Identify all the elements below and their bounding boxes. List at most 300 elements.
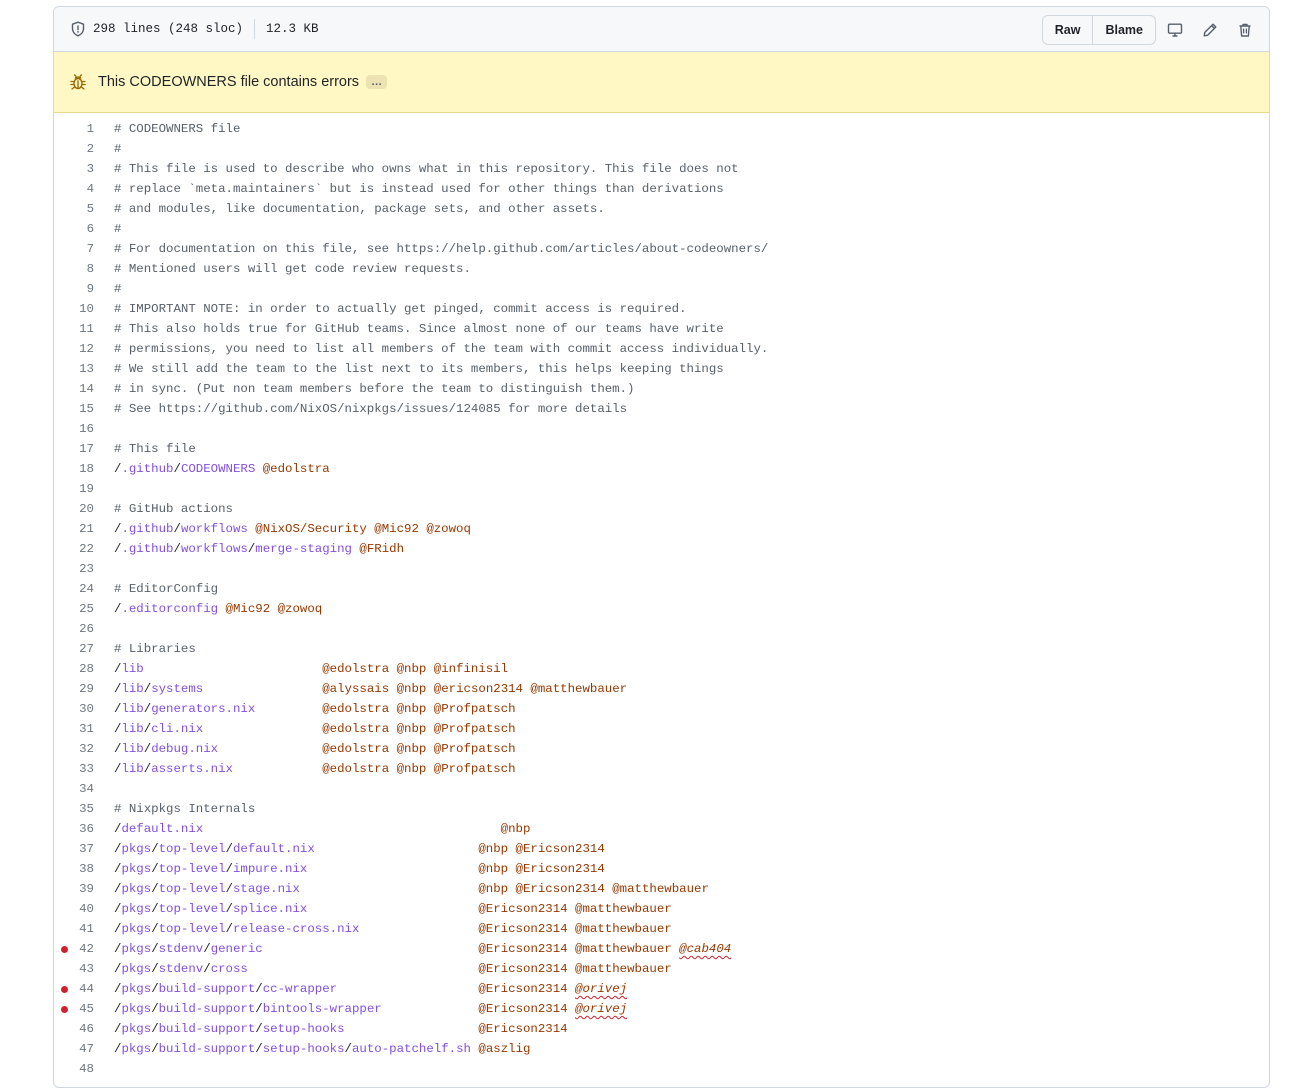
code-line xyxy=(54,719,1269,739)
line-content xyxy=(114,739,516,759)
owner: @Ericson2314 @matthewbauer xyxy=(478,902,672,916)
punct: / xyxy=(143,682,152,696)
path-segment: lib xyxy=(121,742,144,756)
line-number[interactable]: 35 xyxy=(79,802,94,816)
comment: # CODEOWNERS file xyxy=(114,122,241,136)
line-content xyxy=(114,179,724,199)
comment: # This file xyxy=(114,442,196,456)
comment: # GitHub actions xyxy=(114,502,233,516)
owner: @edolstra @nbp @infinisil xyxy=(322,662,509,676)
line-content xyxy=(114,279,121,299)
line-content xyxy=(114,259,471,279)
path-segment: cc-wrapper xyxy=(262,982,338,996)
line-content xyxy=(114,1039,530,1059)
line-content xyxy=(114,119,240,139)
path-segment: pkgs xyxy=(121,882,152,896)
punct: / xyxy=(151,1002,159,1016)
line-content xyxy=(114,539,404,559)
punct: / xyxy=(114,1042,122,1056)
path-segment: impure.nix xyxy=(232,862,308,876)
code-line xyxy=(54,519,1269,539)
punct xyxy=(233,762,322,776)
path-segment: release-cross.nix xyxy=(232,922,360,936)
path-segment: .github xyxy=(121,522,174,536)
code-line xyxy=(54,779,1269,799)
punct: / xyxy=(143,722,152,736)
line-number[interactable]: 33 xyxy=(79,762,94,776)
comment: # EditorConfig xyxy=(114,582,219,596)
owner: @Ericson2314 @matthewbauer xyxy=(478,962,672,976)
line-content xyxy=(114,819,530,839)
punct: / xyxy=(114,882,122,896)
line-content xyxy=(114,859,605,879)
punct xyxy=(300,882,478,896)
punct: / xyxy=(151,1042,159,1056)
code-line xyxy=(54,859,1269,879)
line-number[interactable]: 18 xyxy=(79,462,94,476)
punct: / xyxy=(114,962,122,976)
code-line xyxy=(54,459,1269,479)
path-segment: pkgs xyxy=(121,922,152,936)
file-actions xyxy=(1042,15,1261,45)
punct: / xyxy=(114,602,122,616)
comment: # xyxy=(114,282,122,296)
line-number[interactable]: 23 xyxy=(79,562,94,576)
path-segment: setup-hooks xyxy=(262,1022,345,1036)
path-segment: build-support xyxy=(158,1042,256,1056)
punct: / xyxy=(114,522,122,536)
code-line xyxy=(54,919,1269,939)
line-content xyxy=(114,999,627,1019)
path-segment: .github xyxy=(121,542,174,556)
code-line xyxy=(54,839,1269,859)
path-segment: generators.nix xyxy=(151,702,256,716)
line-content xyxy=(114,939,731,959)
path-segment: top-level xyxy=(158,902,226,916)
punct: / xyxy=(143,702,152,716)
path-segment: top-level xyxy=(158,862,226,876)
line-content xyxy=(114,359,724,379)
view-button-group xyxy=(1042,15,1156,45)
line-content xyxy=(114,339,768,359)
punct xyxy=(248,962,479,976)
line-content xyxy=(114,799,255,819)
comment: # We still add the team to the list next to its members, this helps keeping things xyxy=(114,362,724,376)
punct: / xyxy=(151,942,159,956)
code-line xyxy=(54,259,1269,279)
owner: @nbp @Ericson2314 xyxy=(478,862,605,876)
comment: # and modules, like documentation, package sets, and other assets. xyxy=(114,202,605,216)
punct: / xyxy=(114,542,122,556)
comment: # xyxy=(114,142,122,156)
punct xyxy=(345,1022,479,1036)
path-segment: merge-staging xyxy=(255,542,352,556)
punct: / xyxy=(151,982,159,996)
path-segment: build-support xyxy=(158,982,256,996)
line-number[interactable]: 47 xyxy=(79,1042,94,1056)
punct xyxy=(203,722,322,736)
line-number[interactable]: 34 xyxy=(79,782,94,796)
line-number[interactable]: 4 xyxy=(86,182,94,196)
comment: # Mentioned users will get code review requests. xyxy=(114,262,471,276)
code-line xyxy=(54,599,1269,619)
line-number[interactable]: 19 xyxy=(79,482,94,496)
path-segment: cross xyxy=(210,962,248,976)
line-content xyxy=(114,199,605,219)
punct: / xyxy=(114,982,122,996)
path-segment: splice.nix xyxy=(232,902,308,916)
code-line xyxy=(54,1039,1269,1059)
punct: / xyxy=(225,922,233,936)
line-number[interactable]: 26 xyxy=(79,622,94,636)
comment: # For documentation on this file, see https://help.github.com/articles/about-codeowners/ xyxy=(114,242,769,256)
punct: / xyxy=(173,542,181,556)
punct xyxy=(307,902,478,916)
owner: @edolstra @nbp @Profpatsch xyxy=(322,722,516,736)
line-number[interactable]: 13 xyxy=(79,362,94,376)
punct xyxy=(255,462,262,476)
line-content xyxy=(114,759,516,779)
punct: / xyxy=(114,842,122,856)
line-number[interactable]: 31 xyxy=(79,722,94,736)
line-number[interactable]: 17 xyxy=(79,442,94,456)
line-number[interactable]: 15 xyxy=(79,402,94,416)
line-content xyxy=(114,899,672,919)
line-number[interactable]: 48 xyxy=(79,1062,94,1076)
punct: / xyxy=(344,1042,352,1056)
codeowners-error-banner xyxy=(54,52,1269,113)
line-number[interactable]: 2 xyxy=(86,142,94,156)
code-line xyxy=(54,299,1269,319)
code-line xyxy=(54,819,1269,839)
owner: @Ericson2314 xyxy=(478,1002,576,1016)
punct xyxy=(218,602,225,616)
desktop-icon[interactable] xyxy=(1159,16,1191,44)
line-number[interactable]: 5 xyxy=(86,202,94,216)
line-number[interactable]: 24 xyxy=(79,582,94,596)
path-segment: lib xyxy=(121,762,144,776)
line-number[interactable]: 12 xyxy=(79,342,94,356)
code-line xyxy=(54,559,1269,579)
punct: / xyxy=(203,962,211,976)
pencil-icon[interactable] xyxy=(1194,16,1226,44)
code-line xyxy=(54,119,1269,139)
punct xyxy=(315,842,479,856)
code-line xyxy=(54,699,1269,719)
path-segment: pkgs xyxy=(121,1022,152,1036)
owner: @edolstra @nbp @Profpatsch xyxy=(322,742,516,756)
code-line xyxy=(54,939,1269,959)
line-content xyxy=(114,719,516,739)
path-segment: cli.nix xyxy=(151,722,204,736)
line-number[interactable]: 38 xyxy=(79,862,94,876)
line-number[interactable]: 3 xyxy=(86,162,94,176)
path-segment: pkgs xyxy=(121,862,152,876)
line-number[interactable]: 45 xyxy=(79,1002,94,1016)
path-segment: pkgs xyxy=(121,942,152,956)
code-line xyxy=(54,679,1269,699)
code-line xyxy=(54,199,1269,219)
line-number[interactable]: 37 xyxy=(79,842,94,856)
punct: / xyxy=(114,1022,122,1036)
punct: / xyxy=(114,742,122,756)
punct xyxy=(382,1002,479,1016)
line-number[interactable]: 20 xyxy=(79,502,94,516)
line-number[interactable]: 8 xyxy=(86,262,94,276)
comment: # IMPORTANT NOTE: in order to actually get pinged, commit access is required. xyxy=(114,302,687,316)
line-number[interactable]: 22 xyxy=(79,542,94,556)
code-line xyxy=(54,999,1269,1019)
code-line xyxy=(54,399,1269,419)
line-number[interactable]: 27 xyxy=(79,642,94,656)
punct: / xyxy=(114,922,122,936)
comment: # replace `meta.maintainers` but is instead used for other things than derivations xyxy=(114,182,724,196)
line-number[interactable]: 21 xyxy=(79,522,94,536)
line-content xyxy=(114,399,627,419)
path-segment: .github xyxy=(121,462,174,476)
path-segment: asserts.nix xyxy=(151,762,233,776)
punct: / xyxy=(255,982,263,996)
owner: @NixOS/Security @Mic92 @zowoq xyxy=(255,522,471,536)
punct: / xyxy=(225,862,233,876)
owner: @nbp @Ericson2314 @matthewbauer xyxy=(478,882,709,896)
punct: / xyxy=(173,462,181,476)
path-segment: build-support xyxy=(158,1002,256,1016)
punct: / xyxy=(151,842,159,856)
code-line xyxy=(54,1059,1269,1079)
punct xyxy=(203,682,322,696)
owner: @nbp @Ericson2314 xyxy=(478,842,605,856)
punct: / xyxy=(114,1002,122,1016)
line-content xyxy=(114,639,196,659)
code-line xyxy=(54,759,1269,779)
punct: / xyxy=(114,822,122,836)
invalid-owner: @cab404 xyxy=(679,942,732,956)
line-number[interactable]: 41 xyxy=(79,922,94,936)
line-content xyxy=(114,159,739,179)
line-content xyxy=(114,699,516,719)
path-segment: lib xyxy=(121,722,144,736)
comment: # Libraries xyxy=(114,642,196,656)
line-number[interactable]: 9 xyxy=(86,282,94,296)
owner: @alyssais @nbp @ericson2314 @matthewbauer xyxy=(322,682,628,696)
line-content xyxy=(114,379,635,399)
punct: / xyxy=(114,942,122,956)
line-content xyxy=(114,439,196,459)
file-view xyxy=(53,6,1270,1088)
line-number[interactable]: 29 xyxy=(79,682,94,696)
line-number[interactable]: 42 xyxy=(79,942,94,956)
error-banner-text: This CODEOWNERS file contains errors xyxy=(98,74,360,90)
owner: @Ericson2314 @matthewbauer xyxy=(478,942,680,956)
path-segment: systems xyxy=(151,682,204,696)
code-line xyxy=(54,159,1269,179)
punct: / xyxy=(151,962,159,976)
punct: / xyxy=(225,842,233,856)
punct: / xyxy=(151,1022,159,1036)
line-content xyxy=(114,599,322,619)
path-segment: setup-hooks xyxy=(262,1042,345,1056)
punct: / xyxy=(143,742,152,756)
code-listing xyxy=(54,113,1269,1079)
owner: @FRidh xyxy=(359,542,405,556)
expand-errors-button[interactable]: … xyxy=(366,75,387,89)
comment: # xyxy=(114,222,122,236)
code-line xyxy=(54,799,1269,819)
trash-icon[interactable] xyxy=(1229,16,1261,44)
line-content xyxy=(114,239,768,259)
code-line xyxy=(54,659,1269,679)
path-segment: build-support xyxy=(158,1022,256,1036)
line-number[interactable]: 30 xyxy=(79,702,94,716)
line-number[interactable]: 39 xyxy=(79,882,94,896)
line-number[interactable]: 6 xyxy=(86,222,94,236)
line-content xyxy=(114,319,724,339)
code-line xyxy=(54,959,1269,979)
code-line xyxy=(54,179,1269,199)
file-meta xyxy=(70,19,319,39)
line-number[interactable]: 40 xyxy=(79,902,94,916)
line-content xyxy=(114,299,687,319)
path-segment: .editorconfig xyxy=(121,602,219,616)
line-number[interactable]: 43 xyxy=(79,962,94,976)
code-line xyxy=(54,379,1269,399)
comment: # This also holds true for GitHub teams. Since almost none of our teams have write xyxy=(114,322,724,336)
punct: / xyxy=(225,902,233,916)
code-line xyxy=(54,1019,1269,1039)
punct: / xyxy=(114,862,122,876)
code-line xyxy=(54,539,1269,559)
path-segment: pkgs xyxy=(121,1002,152,1016)
shield-icon xyxy=(70,21,86,37)
line-content xyxy=(114,979,627,999)
punct: / xyxy=(151,902,159,916)
code-line xyxy=(54,499,1269,519)
line-content xyxy=(114,879,709,899)
line-content xyxy=(114,1019,568,1039)
owner: @edolstra @nbp @Profpatsch xyxy=(322,762,516,776)
owner: @Ericson2314 @matthewbauer xyxy=(478,922,672,936)
lines-info: 298 lines (248 sloc) xyxy=(93,22,244,36)
line-number[interactable]: 10 xyxy=(79,302,94,316)
line-number[interactable]: 25 xyxy=(79,602,94,616)
punct: / xyxy=(151,862,159,876)
path-segment: pkgs xyxy=(121,842,152,856)
path-segment: workflows xyxy=(180,522,248,536)
path-segment: top-level xyxy=(158,882,226,896)
line-number[interactable]: 36 xyxy=(79,822,94,836)
line-number[interactable]: 14 xyxy=(79,382,94,396)
path-segment: top-level xyxy=(158,922,226,936)
code-line xyxy=(54,279,1269,299)
line-number[interactable]: 7 xyxy=(86,242,94,256)
punct: / xyxy=(247,542,256,556)
comment: # permissions, you need to list all members of the team with commit access individually. xyxy=(114,342,769,356)
path-segment: pkgs xyxy=(121,1042,152,1056)
line-content xyxy=(114,579,218,599)
punct xyxy=(307,862,478,876)
line-number[interactable]: 16 xyxy=(79,422,94,436)
invalid-owner: @orivej xyxy=(575,982,628,996)
line-number[interactable]: 28 xyxy=(79,662,94,676)
punct: / xyxy=(255,1002,263,1016)
owner: @aszlig xyxy=(478,1042,531,1056)
path-segment: stdenv xyxy=(158,942,204,956)
comment: # Nixpkgs Internals xyxy=(114,802,256,816)
punct: / xyxy=(114,682,122,696)
code-line xyxy=(54,879,1269,899)
owner: @Mic92 @zowoq xyxy=(225,602,323,616)
line-number[interactable]: 1 xyxy=(86,122,94,136)
path-segment: pkgs xyxy=(121,982,152,996)
code-line xyxy=(54,899,1269,919)
line-number[interactable]: 46 xyxy=(79,1022,94,1036)
path-segment: stdenv xyxy=(158,962,204,976)
punct: / xyxy=(114,662,122,676)
punct: / xyxy=(203,942,211,956)
line-content xyxy=(114,459,330,479)
path-segment: auto-patchelf.sh xyxy=(351,1042,471,1056)
comment: # See https://github.com/NixOS/nixpkgs/issues/124085 for more details xyxy=(114,402,628,416)
punct: / xyxy=(143,762,152,776)
comment: # This file is used to describe who owns what in this repository. This file does not xyxy=(114,162,739,176)
punct xyxy=(337,982,478,996)
path-segment: lib xyxy=(121,702,144,716)
line-content xyxy=(114,959,672,979)
path-segment: stage.nix xyxy=(232,882,300,896)
raw-button[interactable]: Raw xyxy=(1054,23,1081,37)
line-content xyxy=(114,519,471,539)
punct xyxy=(144,662,322,676)
path-segment: CODEOWNERS xyxy=(180,462,256,476)
punct: / xyxy=(114,902,122,916)
punct: / xyxy=(255,1022,263,1036)
line-number[interactable]: 32 xyxy=(79,742,94,756)
punct: / xyxy=(151,882,159,896)
owner: @edolstra xyxy=(262,462,330,476)
owner: @Ericson2314 xyxy=(478,1022,568,1036)
blame-button[interactable]: Blame xyxy=(1092,16,1155,44)
bug-icon xyxy=(69,73,87,91)
line-number[interactable]: 11 xyxy=(79,322,94,336)
owner: @Ericson2314 xyxy=(478,982,576,996)
punct: / xyxy=(114,702,122,716)
code-line xyxy=(54,319,1269,339)
punct: / xyxy=(114,462,122,476)
punct: / xyxy=(151,922,159,936)
path-segment: pkgs xyxy=(121,962,152,976)
code-line xyxy=(54,479,1269,499)
line-content xyxy=(114,219,121,239)
path-segment: bintools-wrapper xyxy=(262,1002,382,1016)
code-line xyxy=(54,239,1269,259)
punct xyxy=(203,822,500,836)
line-number[interactable]: 44 xyxy=(79,982,94,996)
comment: # in sync. (Put non team members before the team to distinguish them.) xyxy=(114,382,635,396)
path-segment: generic xyxy=(210,942,263,956)
file-size: 12.3 KB xyxy=(266,22,319,36)
line-content xyxy=(114,679,627,699)
path-segment: default.nix xyxy=(121,822,204,836)
punct: / xyxy=(255,1042,263,1056)
punct: / xyxy=(114,722,122,736)
owner: @nbp xyxy=(500,822,531,836)
code-line xyxy=(54,739,1269,759)
code-line xyxy=(54,639,1269,659)
punct xyxy=(255,702,322,716)
line-content xyxy=(114,139,121,159)
code-line xyxy=(54,439,1269,459)
